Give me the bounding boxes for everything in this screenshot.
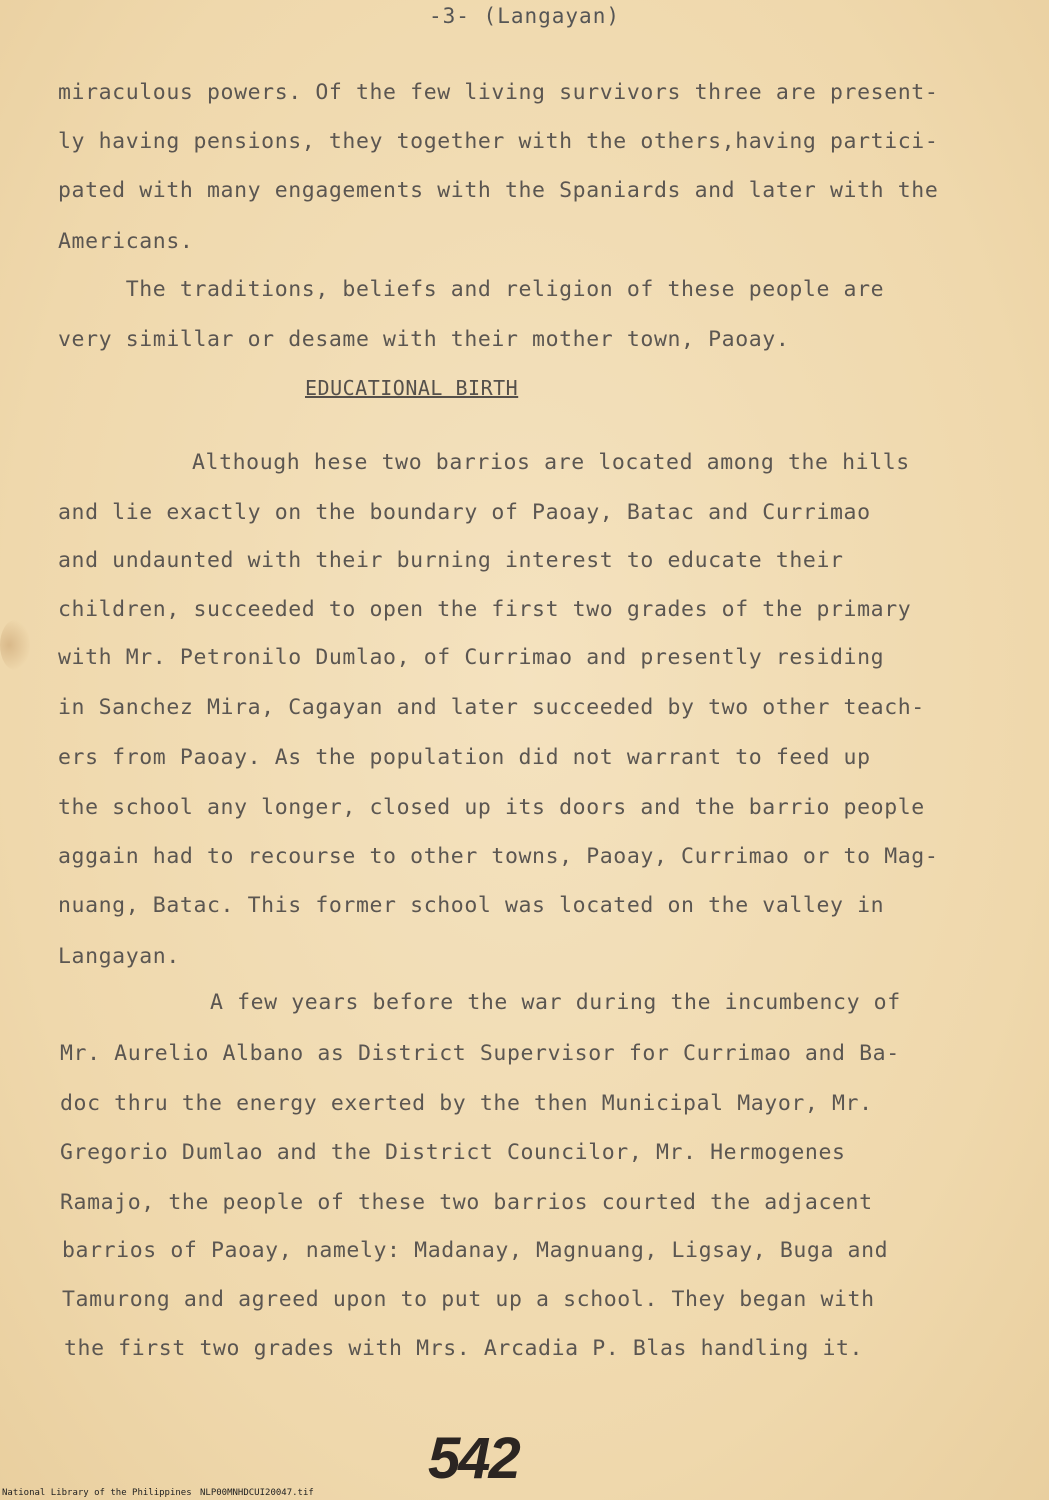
text-line: A few years before the war during the incumbency of — [210, 990, 901, 1015]
text-line: children, succeeded to open the first two grades of the primary — [58, 597, 912, 622]
text-line: The traditions, beliefs and religion of these people are — [58, 277, 885, 302]
section-heading: EDUCATIONAL BIRTH — [305, 376, 519, 400]
footer-file-id: NLP00MNHDCUI20047.tif — [200, 1488, 314, 1498]
text-line: barrios of Paoay, namely: Madanay, Magnuang, Ligsay, Buga and — [62, 1238, 889, 1263]
text-line: nuang, Batac. This former school was located on the valley in — [58, 893, 885, 918]
text-line: Gregorio Dumlao and the District Councilor, Mr. Hermogenes — [60, 1140, 846, 1165]
text-line: Tamurong and agreed upon to put up a school. They began with — [62, 1287, 875, 1312]
page-header: -3- (Langayan) — [428, 4, 620, 28]
text-line: in Sanchez Mira, Cagayan and later succeeded by two other teach- — [58, 695, 925, 720]
text-line: aggain had to recourse to other towns, Paoay, Currimao or to Mag- — [58, 844, 939, 869]
text-line: the school any longer, closed up its doors and the barrio people — [58, 795, 925, 820]
text-line: doc thru the energy exerted by the then Municipal Mayor, Mr. — [60, 1091, 873, 1116]
text-line: ers from Paoay. As the population did not warrant to feed up — [58, 745, 871, 770]
text-line: and lie exactly on the boundary of Paoay, Batac and Currimao — [58, 500, 871, 525]
text-line: very simillar or desame with their mother town, Paoay. — [58, 327, 790, 352]
footer-institution: National Library of the Philippines — [2, 1488, 192, 1498]
text-line: Langayan. — [58, 944, 180, 969]
handwritten-page-number: 542 — [428, 1426, 519, 1491]
text-line: Mr. Aurelio Albano as District Supervisor for Currimao and Ba- — [60, 1041, 900, 1066]
text-line: ly having pensions, they together with the others,having partici- — [58, 129, 939, 154]
text-line: miraculous powers. Of the few living survivors three are present- — [58, 80, 939, 105]
text-line: pated with many engagements with the Spaniards and later with the — [58, 178, 939, 203]
paper-stain — [0, 620, 30, 670]
text-line: with Mr. Petronilo Dumlao, of Currimao and presently residing — [58, 645, 885, 670]
text-line: Ramajo, the people of these two barrios courted the adjacent — [60, 1190, 873, 1215]
text-line: and undaunted with their burning interest to educate their — [58, 548, 844, 573]
text-line: Americans. — [58, 229, 194, 254]
text-line: the first two grades with Mrs. Arcadia P. Blas handling it. — [64, 1336, 864, 1361]
text-line: Although hese two barrios are located among the hills — [192, 450, 910, 475]
